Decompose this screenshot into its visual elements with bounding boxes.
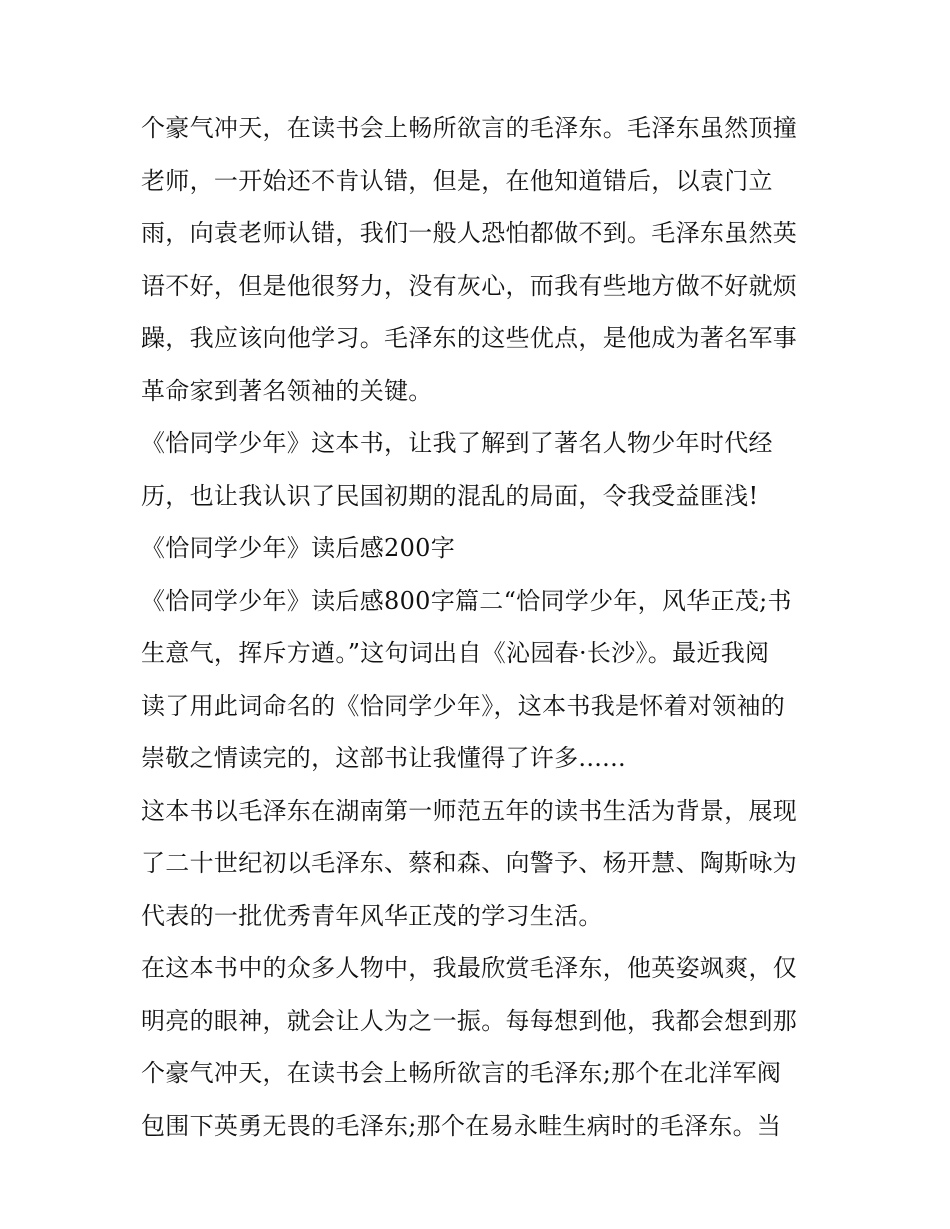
text-line: 包围下英勇无畏的毛泽东;那个在易永畦生病时的毛泽东。当 bbox=[141, 1111, 782, 1140]
text-line: 《恰同学少年》这本书，让我了解到了著名人物少年时代经 bbox=[141, 429, 773, 457]
text-line: 了二十世纪初以毛泽东、蔡和森、向警予、杨开慧、陶斯咏为 bbox=[141, 849, 798, 877]
text-line: 语不好，但是他很努力，没有灰心，而我有些地方做不好就烦 bbox=[141, 271, 798, 300]
text-line: 躁，我应该向他学习。毛泽东的这些优点，是他成为著名军事 bbox=[141, 324, 798, 352]
text-line: 雨，向袁老师认错，我们一般人恐怕都做不到。毛泽东虽然英 bbox=[141, 219, 798, 247]
text-line: 革命家到著名领袖的关键。 bbox=[141, 376, 433, 405]
document-body bbox=[141, 102, 821, 1152]
text-line: 代表的一批优秀青年风华正茂的学习生活。 bbox=[141, 901, 603, 930]
text-line: 明亮的眼神，就会让人为之一振。每每想到他，我都会想到那 bbox=[141, 1006, 798, 1035]
text-line: 这本书以毛泽东在湖南第一师范五年的读书生活为背景，展现 bbox=[141, 796, 798, 825]
text-line: 《恰同学少年》读后感800字篇二“恰同学少年，风华正茂;书 bbox=[141, 586, 792, 615]
text-line: 老师，一开始还不肯认错，但是，在他知道错后，以袁门立 bbox=[141, 166, 773, 195]
text-line: 读了用此词命名的《恰同学少年》，这本书我是怀着对领袖的 bbox=[141, 691, 786, 720]
text-line: 在这本书中的众多人物中，我最欣赏毛泽东，他英姿飒爽，仅 bbox=[141, 954, 798, 982]
text-line: 生意气，挥斥方遒。”这句词出自《沁园春·长沙》。最近我阅 bbox=[141, 639, 770, 667]
text-line: 个豪气冲天，在读书会上畅所欲言的毛泽东;那个在北洋军阀 bbox=[141, 1059, 782, 1087]
section-heading: 《恰同学少年》读后感200字 bbox=[141, 534, 456, 562]
text-line: 历，也让我认识了民国初期的混乱的局面，令我受益匪浅! bbox=[141, 481, 759, 510]
text-line: 个豪气冲天，在读书会上畅所欲言的毛泽东。毛泽东虽然顶撞 bbox=[141, 114, 798, 142]
text-line: 崇敬之情读完的，这部书让我懂得了许多...... bbox=[141, 744, 626, 772]
